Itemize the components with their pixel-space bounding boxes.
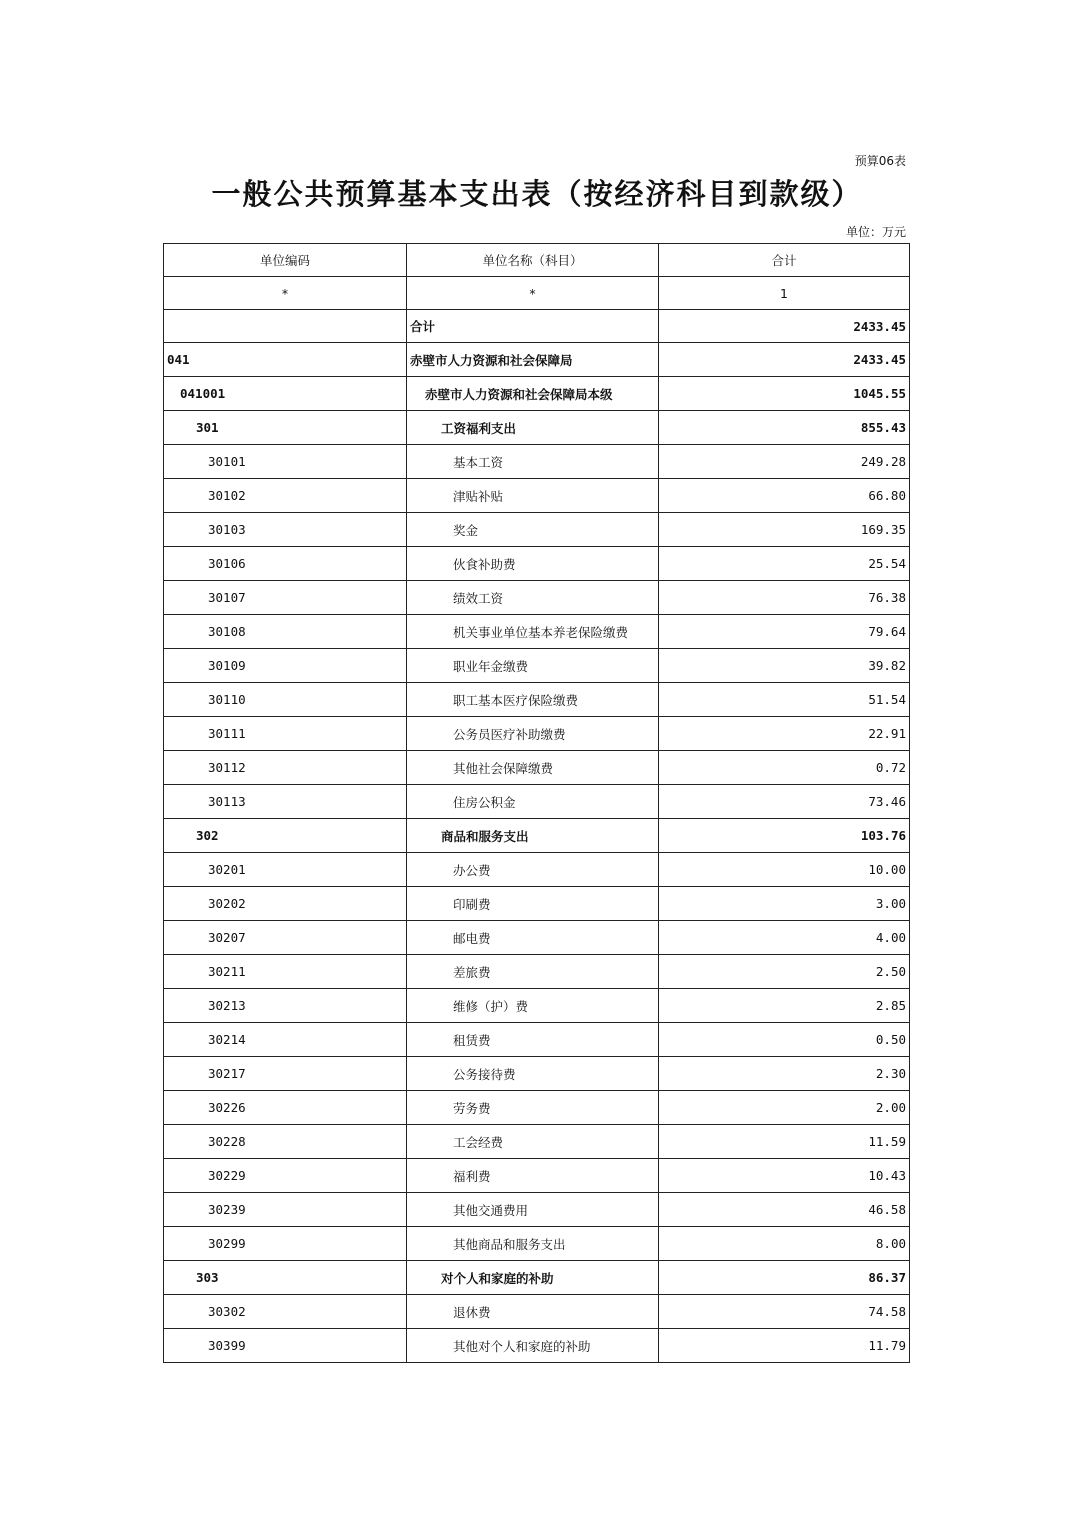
- row-amount: 249.28: [659, 445, 910, 479]
- row-code: 30229: [164, 1159, 407, 1193]
- index-name: *: [407, 277, 659, 310]
- row-name: 邮电费: [407, 921, 659, 955]
- row-code: 30101: [164, 445, 407, 479]
- row-amount: 4.00: [659, 921, 910, 955]
- row-amount: 8.00: [659, 1227, 910, 1261]
- row-code: 30213: [164, 989, 407, 1023]
- table-row: [164, 445, 910, 479]
- row-name: 工资福利支出: [407, 411, 659, 445]
- row-name: 公务接待费: [407, 1057, 659, 1091]
- table-row: [164, 1261, 910, 1295]
- index-total: 1: [659, 277, 910, 310]
- row-code: 30202: [164, 887, 407, 921]
- total-row: [164, 310, 910, 343]
- row-amount: 0.50: [659, 1023, 910, 1057]
- table-row: [164, 955, 910, 989]
- table-row: [164, 1227, 910, 1261]
- header-index-row: [164, 277, 910, 310]
- row-name: 对个人和家庭的补助: [407, 1261, 659, 1295]
- row-amount: 3.00: [659, 887, 910, 921]
- row-code: 30110: [164, 683, 407, 717]
- row-code: 30201: [164, 853, 407, 887]
- row-name: 赤壁市人力资源和社会保障局: [407, 343, 659, 377]
- header-name: 单位名称（科目）: [407, 244, 659, 277]
- row-amount: 11.59: [659, 1125, 910, 1159]
- total-amount: 2433.45: [659, 310, 910, 343]
- header-row: [164, 244, 910, 277]
- row-amount: 1045.55: [659, 377, 910, 411]
- row-amount: 855.43: [659, 411, 910, 445]
- row-amount: 103.76: [659, 819, 910, 853]
- row-code: 30106: [164, 547, 407, 581]
- row-code: 301: [164, 411, 407, 445]
- row-code: 30111: [164, 717, 407, 751]
- row-code: 30108: [164, 615, 407, 649]
- row-name: 其他社会保障缴费: [407, 751, 659, 785]
- row-name: 伙食补助费: [407, 547, 659, 581]
- row-name: 机关事业单位基本养老保险缴费: [407, 615, 659, 649]
- row-name: 商品和服务支出: [407, 819, 659, 853]
- row-code: 30113: [164, 785, 407, 819]
- row-name: 赤壁市人力资源和社会保障局本级: [407, 377, 659, 411]
- row-name: 绩效工资: [407, 581, 659, 615]
- table-row: [164, 343, 910, 377]
- table-row: [164, 921, 910, 955]
- row-amount: 22.91: [659, 717, 910, 751]
- row-amount: 39.82: [659, 649, 910, 683]
- table-body: [164, 310, 910, 1363]
- form-code: 预算06表: [854, 154, 906, 168]
- row-code: 30299: [164, 1227, 407, 1261]
- row-code: 30239: [164, 1193, 407, 1227]
- row-amount: 2.30: [659, 1057, 910, 1091]
- row-amount: 11.79: [659, 1329, 910, 1363]
- index-code: *: [164, 277, 407, 310]
- row-name: 劳务费: [407, 1091, 659, 1125]
- table-row: [164, 581, 910, 615]
- row-code: 30102: [164, 479, 407, 513]
- header-total: 合计: [659, 244, 910, 277]
- table-row: [164, 1159, 910, 1193]
- table-row: [164, 615, 910, 649]
- row-code: 30207: [164, 921, 407, 955]
- row-amount: 66.80: [659, 479, 910, 513]
- row-amount: 10.43: [659, 1159, 910, 1193]
- table-row: [164, 887, 910, 921]
- row-code: 30112: [164, 751, 407, 785]
- row-code: 30217: [164, 1057, 407, 1091]
- row-amount: 169.35: [659, 513, 910, 547]
- table-row: [164, 377, 910, 411]
- row-name: 工会经费: [407, 1125, 659, 1159]
- row-name: 退休费: [407, 1295, 659, 1329]
- row-amount: 2.50: [659, 955, 910, 989]
- row-code: 30399: [164, 1329, 407, 1363]
- row-amount: 10.00: [659, 853, 910, 887]
- table-row: [164, 1193, 910, 1227]
- budget-table: [163, 243, 910, 1363]
- row-code: 30211: [164, 955, 407, 989]
- row-amount: 86.37: [659, 1261, 910, 1295]
- table-row: [164, 411, 910, 445]
- row-name: 办公费: [407, 853, 659, 887]
- row-name: 其他交通费用: [407, 1193, 659, 1227]
- row-code: 303: [164, 1261, 407, 1295]
- row-name: 津贴补贴: [407, 479, 659, 513]
- row-name: 基本工资: [407, 445, 659, 479]
- row-code: 302: [164, 819, 407, 853]
- row-amount: 2.00: [659, 1091, 910, 1125]
- total-name: 合计: [407, 310, 659, 343]
- row-amount: 51.54: [659, 683, 910, 717]
- table-row: [164, 1329, 910, 1363]
- row-code: 30214: [164, 1023, 407, 1057]
- table-row: [164, 819, 910, 853]
- row-name: 职业年金缴费: [407, 649, 659, 683]
- row-amount: 2.85: [659, 989, 910, 1023]
- row-name: 奖金: [407, 513, 659, 547]
- row-code: 30107: [164, 581, 407, 615]
- row-name: 其他商品和服务支出: [407, 1227, 659, 1261]
- row-amount: 46.58: [659, 1193, 910, 1227]
- row-code: 30226: [164, 1091, 407, 1125]
- table-row: [164, 751, 910, 785]
- table-row: [164, 649, 910, 683]
- row-name: 印刷费: [407, 887, 659, 921]
- row-code: 30103: [164, 513, 407, 547]
- row-name: 维修（护）费: [407, 989, 659, 1023]
- row-amount: 76.38: [659, 581, 910, 615]
- row-amount: 73.46: [659, 785, 910, 819]
- row-amount: 25.54: [659, 547, 910, 581]
- row-name: 公务员医疗补助缴费: [407, 717, 659, 751]
- table-row: [164, 785, 910, 819]
- row-code: 041: [164, 343, 407, 377]
- row-name: 其他对个人和家庭的补助: [407, 1329, 659, 1363]
- row-amount: 2433.45: [659, 343, 910, 377]
- table-row: [164, 513, 910, 547]
- row-code: 30228: [164, 1125, 407, 1159]
- row-name: 职工基本医疗保险缴费: [407, 683, 659, 717]
- row-name: 福利费: [407, 1159, 659, 1193]
- row-code: 041001: [164, 377, 407, 411]
- row-name: 租赁费: [407, 1023, 659, 1057]
- row-amount: 0.72: [659, 751, 910, 785]
- table-row: [164, 1057, 910, 1091]
- table-row: [164, 1091, 910, 1125]
- row-name: 差旅费: [407, 955, 659, 989]
- table-row: [164, 1295, 910, 1329]
- total-code: [164, 310, 407, 343]
- table-row: [164, 853, 910, 887]
- row-code: 30109: [164, 649, 407, 683]
- row-code: 30302: [164, 1295, 407, 1329]
- row-amount: 74.58: [659, 1295, 910, 1329]
- header-code: 单位编码: [164, 244, 407, 277]
- page-title: 一般公共预算基本支出表（按经济科目到款级）: [211, 177, 863, 211]
- table-row: [164, 479, 910, 513]
- row-name: 住房公积金: [407, 785, 659, 819]
- row-amount: 79.64: [659, 615, 910, 649]
- unit-label: 单位：万元: [845, 225, 906, 239]
- table-row: [164, 1125, 910, 1159]
- table-row: [164, 547, 910, 581]
- table-row: [164, 717, 910, 751]
- table-row: [164, 1023, 910, 1057]
- table-row: [164, 989, 910, 1023]
- table-row: [164, 683, 910, 717]
